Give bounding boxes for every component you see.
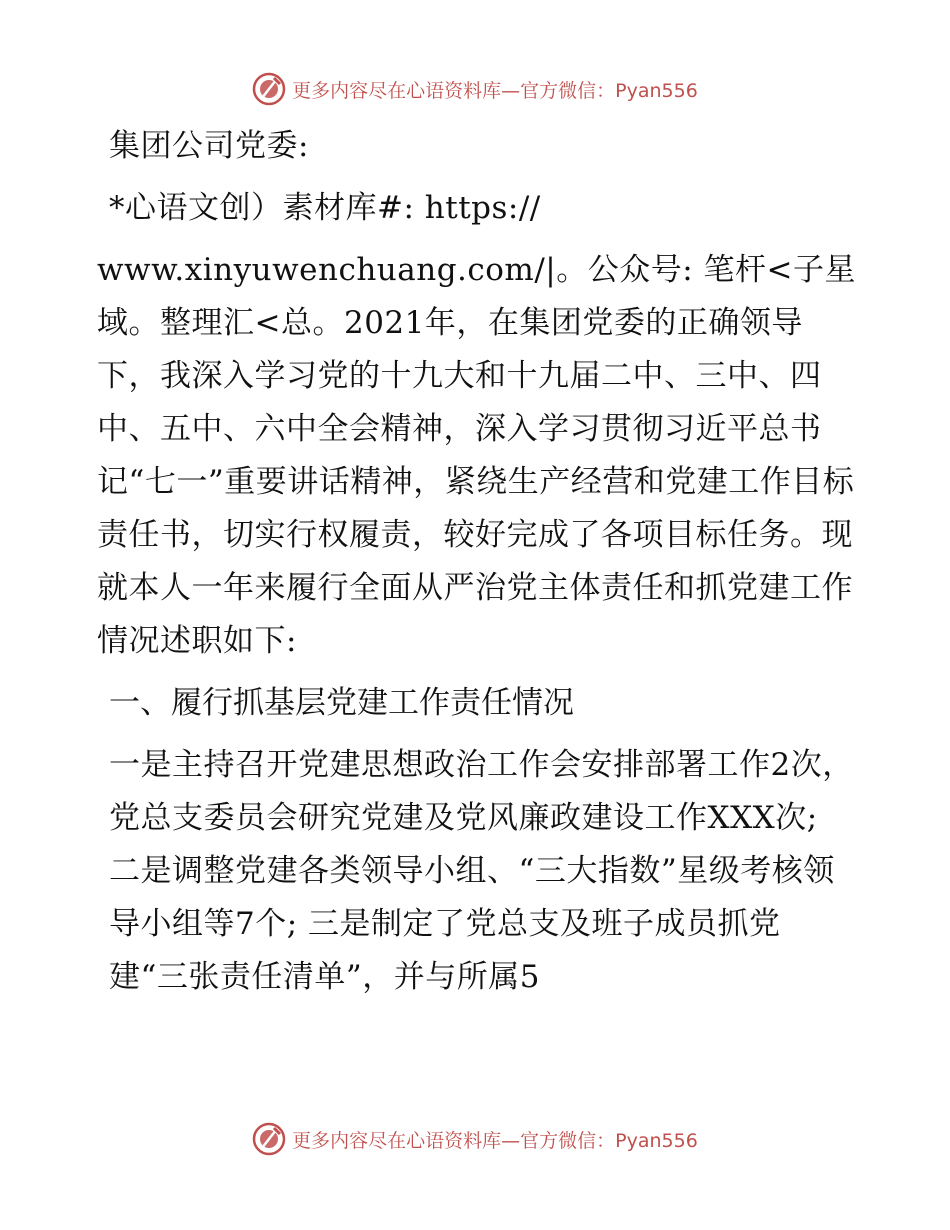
watermark-text: 更多内容尽在心语资料库—官方微信：Pyan556 (292, 79, 698, 102)
footer-watermark (0, 1122, 950, 1156)
section-heading: 一、履行抓基层党建工作责任情况 (109, 685, 574, 721)
paragraph-source: *心语文创）素材库#: https:// (109, 190, 541, 226)
watermark-text: 更多内容尽在心语资料库—官方微信：Pyan556 (292, 1129, 698, 1152)
pen-seal-icon (252, 1122, 286, 1156)
header-watermark (0, 72, 950, 106)
salutation: 集团公司党委: (109, 128, 309, 164)
pen-seal-icon (252, 72, 286, 106)
paragraph-intro: www.xinyuwenchuang.com/|。公众号: 笔杆<子星域。整理汇<总。2021年，在集团党委的正确领导下，我深入学习党的十九大和十九届二中、三中、四中、五中、六中全会精神，深入学习贯彻习近平总书记“七一”重要讲话精神，紧绕生产经营和党建工作目标责任书，切实行权履责，较好完成了各项目标任务。现就本人一年来履行全面从严治党主体责任和抓党建工作情况述职如下: (97, 252, 856, 659)
paragraph-section-1: 一是主持召开党建思想政治工作会安排部署工作2次，党总支委员会研究党建及党风廉政建设工作XXX次; 二是调整党建各类领导小组、“三大指数”星级考核领导小组等7个; 三是制定了党总支及班子成员抓党建“三张责任清单”，并与所属5 (109, 747, 854, 995)
document-body (97, 120, 857, 1013)
